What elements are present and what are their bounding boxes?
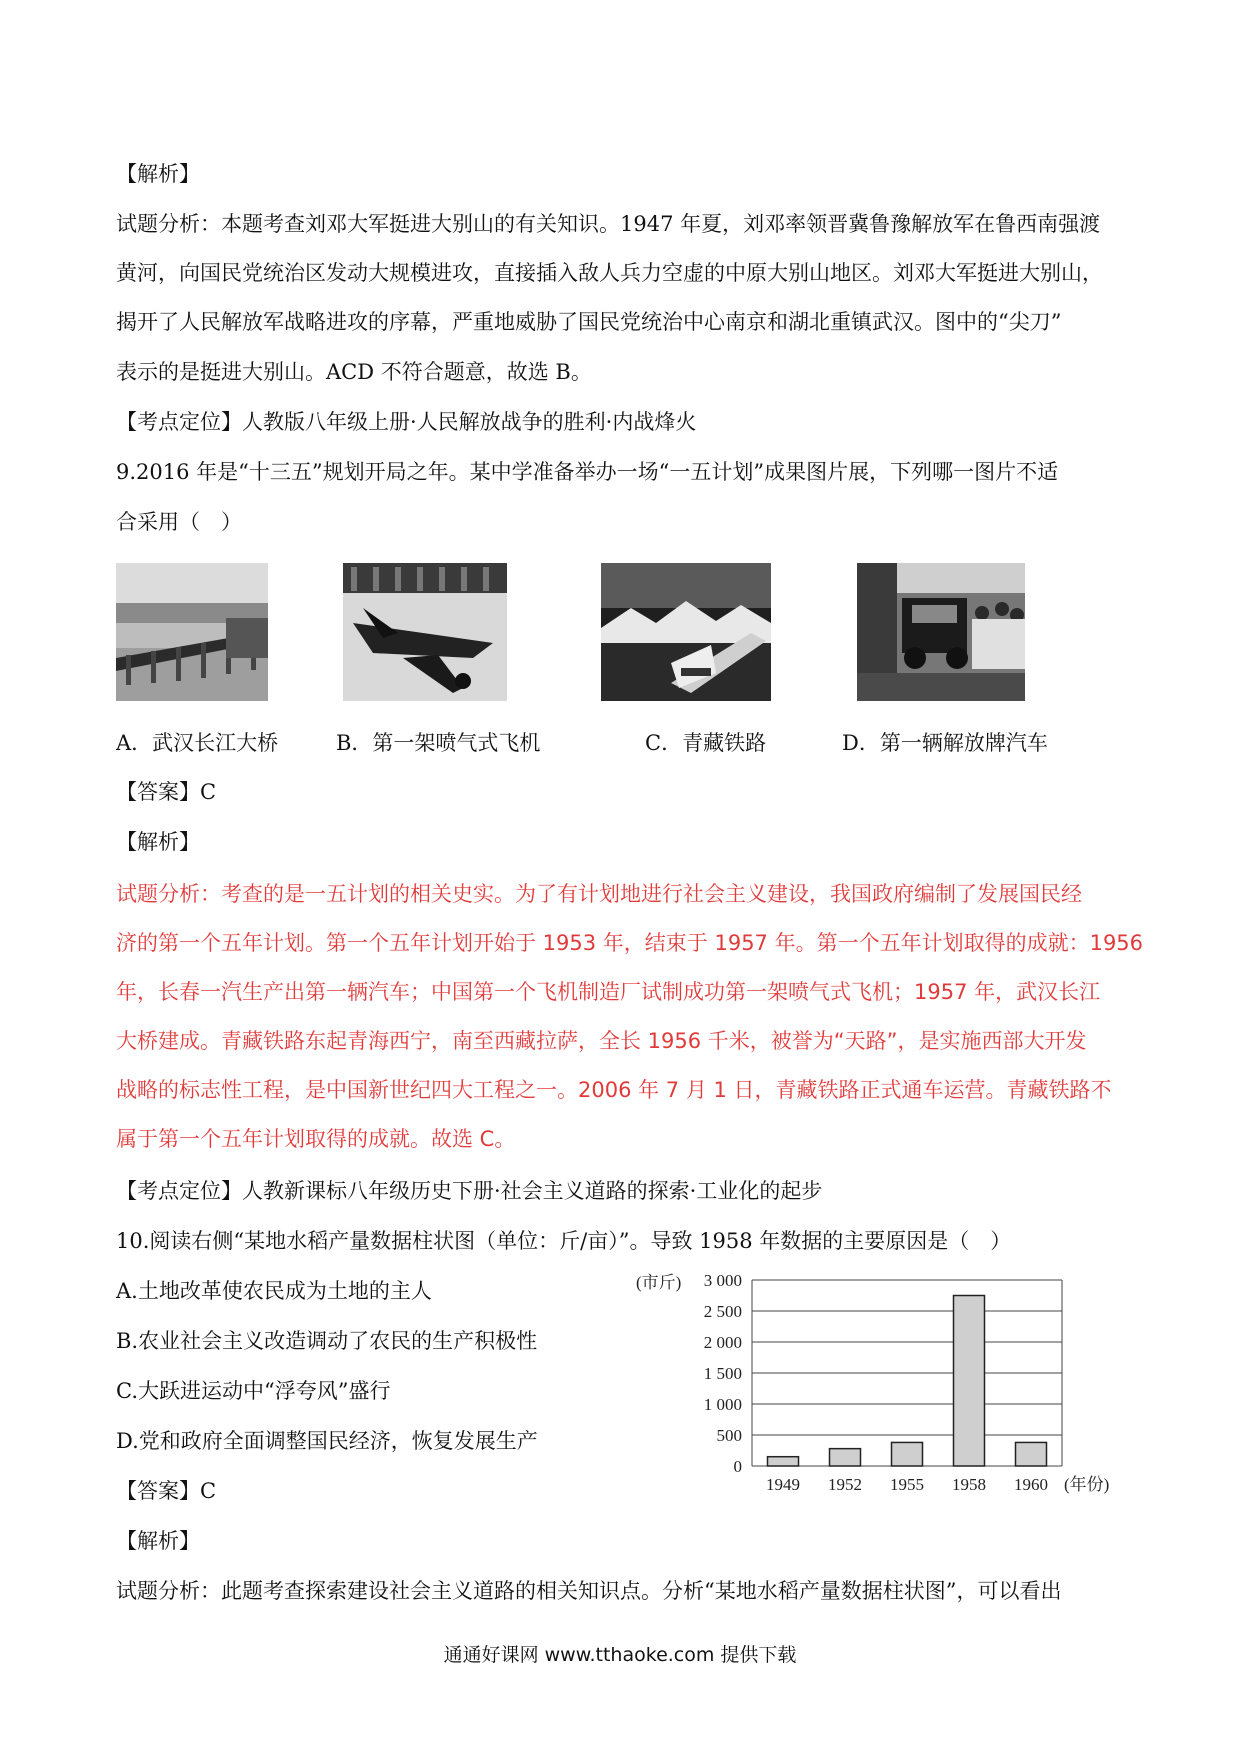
y-axis-label: (市斤) (636, 1273, 682, 1292)
x-tick-label: 1952 (828, 1475, 862, 1494)
y-tick-label: 0 (733, 1457, 742, 1476)
analysis-line: 试题分析：本题考查刘邓大军挺进大别山的有关知识。1947 年夏，刘邓率领晋冀鲁豫解放军在鲁西南强渡 (116, 212, 1101, 236)
y-tick-label: 500 (716, 1426, 742, 1445)
q9-analysis-line: 济的第一个五年计划。第一个五年计划开始于 1953 年，结束于 1957 年。第一个五年计划取得的成就：1956 (116, 931, 1144, 955)
kaodian-line: 【考点定位】人教版八年级上册·人民解放战争的胜利·内战烽火 (116, 410, 697, 434)
q10-analysis-header: 【解析】 (116, 1529, 200, 1553)
q10-answer: 【答案】C (116, 1479, 217, 1503)
y-tick-label: 1 000 (703, 1395, 742, 1414)
y-tick-label: 2 000 (703, 1333, 742, 1352)
q9-analysis-line: 大桥建成。青藏铁路东起青海西宁，南至西藏拉萨，全长 1956 千米，被誉为“天路”，是实施西部大开发 (116, 1029, 1087, 1053)
q9-option-d: D．第一辆解放牌汽车 (842, 731, 1048, 755)
y-tick-label: 1 500 (703, 1364, 742, 1383)
q9-answer: 【答案】C (116, 780, 217, 804)
q9-option-c: C．青藏铁路 (645, 731, 767, 755)
q9-stem: 合采用（ ） (116, 510, 242, 534)
q9-stem: 9.2016 年是“十三五”规划开局之年。某中学准备举办一场“一五计划”成果图片展，下列哪一图片不适 (116, 460, 1059, 484)
q10-option-b: B.农业社会主义改造调动了农民的生产积极性 (116, 1329, 538, 1353)
analysis-line: 揭开了人民解放军战略进攻的序幕，严重地威胁了国民党统治中心南京和湖北重镇武汉。图中的“尖刀” (116, 310, 1062, 334)
q9-analysis-header: 【解析】 (116, 830, 200, 854)
truck-photo (857, 563, 1025, 701)
q10-option-c: C.大跃进运动中“浮夸风”盛行 (116, 1379, 391, 1403)
footer: 通通好课网 www.tthaoke.com 提供下载 (443, 1644, 797, 1666)
bar (768, 1457, 799, 1466)
q10-analysis-line: 试题分析：此题考查探索建设社会主义道路的相关知识点。分析“某地水稻产量数据柱状图”，可以看出 (116, 1579, 1062, 1603)
q9-analysis-line: 战略的标志性工程，是中国新世纪四大工程之一。2006 年 7 月 1 日，青藏铁路正式通车运营。青藏铁路不 (116, 1078, 1112, 1102)
x-tick-label: 1955 (890, 1475, 924, 1494)
railway-photo (601, 563, 771, 701)
q9-analysis-line: 试题分析：考查的是一五计划的相关史实。为了有计划地进行社会主义建设，我国政府编制了发展国民经 (116, 882, 1082, 906)
bar (1016, 1442, 1047, 1466)
y-tick-label: 2 500 (703, 1302, 742, 1321)
q9-kaodian: 【考点定位】人教新课标八年级历史下册·社会主义道路的探索·工业化的起步 (116, 1179, 823, 1203)
analysis-line: 表示的是挺进大别山。ACD 不符合题意，故选 B。 (116, 360, 592, 384)
y-tick-label: 3 000 (703, 1271, 742, 1290)
rice-yield-bar-chart (632, 1268, 1110, 1500)
q9-analysis-line: 年，长春一汽生产出第一辆汽车；中国第一个飞机制造厂试制成功第一架喷气式飞机；1957 年，武汉长江 (116, 980, 1101, 1004)
x-axis-label: (年份) (1064, 1475, 1110, 1494)
q9-option-b: B．第一架喷气式飞机 (336, 731, 541, 755)
bar (954, 1296, 985, 1467)
bar (830, 1449, 861, 1466)
x-tick-label: 1958 (952, 1475, 986, 1494)
bridge-photo (116, 563, 268, 701)
q9-analysis-line: 属于第一个五年计划取得的成就。故选 C。 (116, 1127, 516, 1151)
bar (892, 1442, 923, 1466)
x-tick-label: 1960 (1014, 1475, 1048, 1494)
q10-option-a: A.土地改革使农民成为土地的主人 (116, 1279, 432, 1303)
q9-option-a: A．武汉长江大桥 (116, 731, 279, 755)
jet-plane-photo (343, 563, 507, 701)
chart-svg (632, 1268, 1110, 1500)
q10-stem: 10.阅读右侧“某地水稻产量数据柱状图（单位：斤/亩）”。导致 1958 年数据的主要原因是（ ） (116, 1229, 1012, 1253)
x-tick-label: 1949 (766, 1475, 800, 1494)
analysis-header: 【解析】 (116, 162, 200, 186)
analysis-line: 黄河，向国民党统治区发动大规模进攻，直接插入敌人兵力空虚的中原大别山地区。刘邓大军挺进大别山， (116, 261, 1103, 285)
q10-option-d: D.党和政府全面调整国民经济，恢复发展生产 (116, 1429, 538, 1453)
